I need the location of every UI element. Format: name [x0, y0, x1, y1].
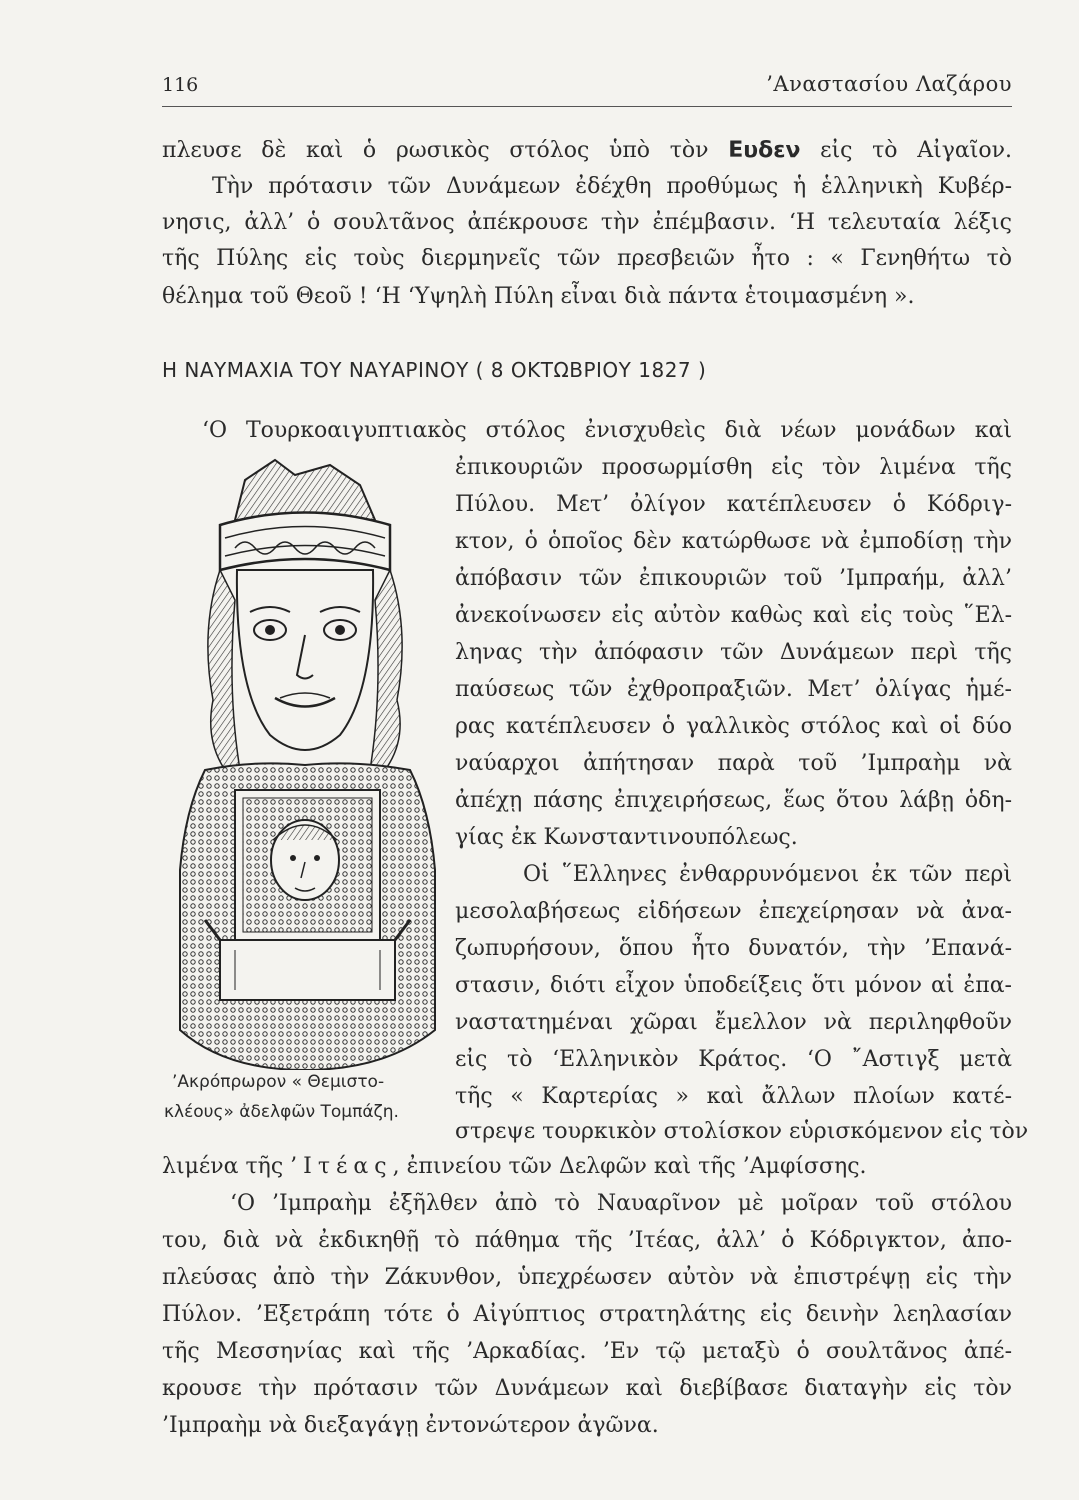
text-line: ἀνεκοίνωσεν εἰς αὐτὸν καθὼς καὶ εἰς τοὺς ῞Ελ- — [455, 603, 1012, 628]
text-line: ναστατημέναι χῶραι ἔμελλον νὰ περιληφθοῦν — [455, 1010, 1012, 1035]
text-line: κρουσε τὴν πρότασιν τῶν Δυνάμεων καὶ διεβίβασε διαταγὴν εἰς τὸν — [162, 1376, 1012, 1401]
section-heading: Η ΝΑΥΜΑΧΙΑ ΤΟΥ ΝΑΥΑΡΙΝΟΥ ( 8 ΟΚΤΩΒΡΙΟΥ 1827 ) — [162, 358, 707, 382]
figurehead-illustration — [165, 430, 450, 1070]
text-line: Πύλου. Μετ’ ὀλίγον κατέπλευσεν ὁ Κόδριγ- — [455, 492, 1012, 517]
text-line: παύσεως τῶν ἐχθροπραξιῶν. Μετ’ ὀλίγας ἡμέ- — [455, 677, 1012, 702]
text-line: ἀπόβασιν τῶν ἐπικουριῶν τοῦ ’Ιμπραήμ, ἀλλ’ — [455, 566, 1012, 591]
text-line: τῆς « Καρτερίας » καὶ ἄλλων πλοίων κατέ- — [455, 1084, 1012, 1109]
text-line: ζωπυρήσουν, ὅπου ἦτο δυνατόν, τὴν ’Επανά- — [455, 936, 1012, 961]
text-line: ἀπέχῃ πάσης ἐπιχειρήσεως, ἕως ὅτου λάβῃ ὁδη- — [455, 788, 1012, 813]
text-line: στασιν, διότι εἶχον ὑποδείξεις ὅτι μόνον αἱ ἐπα- — [455, 973, 1012, 998]
text-line: του, διὰ νὰ ἐκδικηθῇ τὸ πάθημα τῆς ’Ιτέας, ἀλλ’ ὁ Κόδριγκτον, ἀπο- — [162, 1228, 1012, 1253]
text-line: τῆς Μεσσηνίας καὶ τῆς ’Αρκαδίας. ’Εν τῷ μεταξὺ ὁ σουλτᾶνος ἀπέ- — [162, 1339, 1012, 1364]
text-line: Πύλον. ’Εξετράπη τότε ὁ Αἰγύπτιος στρατηλάτης εἰς δεινὴν λεηλασίαν — [162, 1302, 1012, 1327]
text-line: ληνας τὴν ἀπόφασιν τῶν Δυνάμεων περὶ τῆς — [455, 640, 1012, 665]
page-header — [162, 70, 1012, 107]
text-line: πλεύσας ἀπὸ τὴν Ζάκυνθον, ὑπεχρέωσεν αὐτὸν νὰ ἐπιστρέψῃ εἰς τὴν — [162, 1265, 1012, 1290]
text-line: Τὴν πρότασιν τῶν Δυνάμεων ἐδέχθη προθύμως ἡ ἑλληνικὴ Κυβέρ- — [212, 174, 1012, 199]
text-line: ‘Ο Τουρκοαιγυπτιακὸς στόλος ἐνισχυθεὶς διὰ νέων μονάδων καὶ — [202, 418, 1012, 443]
text-line: Οἱ ῞Ελληνες ἐνθαρρυνόμενοι ἐκ τῶν περὶ — [523, 862, 1012, 887]
text-line: εἰς τὸ ‘Ελληνικὸν Κράτος. ‘Ο ῎Αστιγξ μετὰ — [455, 1047, 1012, 1072]
spaced-place-name: ’Ιτέας — [290, 1154, 393, 1179]
text-line: κτον, ὁ ὁποῖος δὲν κατώρθωσε νὰ ἐμποδίσῃ τὴν — [455, 529, 1012, 554]
text-line: ρας κατέπλευσεν ὁ γαλλικὸς στόλος καὶ οἱ δύο — [455, 714, 1012, 739]
text-line: τῆς Πύλης εἰς τοὺς διερμηνεῖς τῶν πρεσβειῶν ἦτο : « Γενηθήτω τὸ — [162, 246, 1012, 271]
ship-name: Ευδεν — [728, 138, 801, 163]
text-line: γίας ἐκ Κωνσταντινουπόλεως. — [455, 825, 798, 850]
text-line: νησις, ἀλλ’ ὁ σουλτᾶνος ἀπέκρουσε τὴν ἐπέμβασιν. ‘Η τελευταία λέξις — [162, 210, 1012, 235]
text-line: ναύαρχοι ἀπήτησαν παρὰ τοῦ ’Ιμπραὴμ νὰ — [455, 751, 1012, 776]
text-line: ‘Ο ’Ιμπραὴμ ἐξῆλθεν ἀπὸ τὸ Ναυαρῖνον μὲ μοῖραν τοῦ στόλου — [230, 1191, 1012, 1216]
text-line: θέλημα τοῦ Θεοῦ ! ‘Η ‘Υψηλὴ Πύλη εἶναι διὰ πάντα ἑτοιμασμένη ». — [162, 284, 915, 309]
figure-caption-line: ’Ακρόπρωρον « Θεμιστο- — [172, 1072, 385, 1092]
text-line: μεσολαβήσεως εἰδήσεων ἐπεχείρησαν νὰ ἀνα- — [455, 899, 1012, 924]
text-line: ’Ιμπραὴμ νὰ διεξαγάγῃ ἐντονώτερον ἀγῶνα. — [162, 1413, 659, 1438]
figure-caption-line: κλέους» ἀδελφῶν Τομπάζη. — [164, 1102, 399, 1122]
text-line: πλευσε δὲ καὶ ὁ ρωσικὸς στόλος ὑπὸ τὸν Ευδεν εἰς τὸ Αἰγαῖον. — [162, 138, 1012, 163]
text-line: λιμένα τῆς ’Ιτέας, ἐπινείου τῶν Δελφῶν καὶ τῆς ’Αμφίσσης. — [162, 1154, 867, 1179]
running-title: ’Αναστασίου Λαζάρου — [766, 72, 1012, 96]
text-line: ἐπικουριῶν προσωρμίσθη εἰς τὸν λιμένα τῆς — [455, 455, 1012, 480]
page-number: 116 — [162, 74, 199, 96]
text-line: στρεψε τουρκικὸν στολίσκον εὑρισκόμενον εἰς τὸν — [455, 1119, 1029, 1144]
